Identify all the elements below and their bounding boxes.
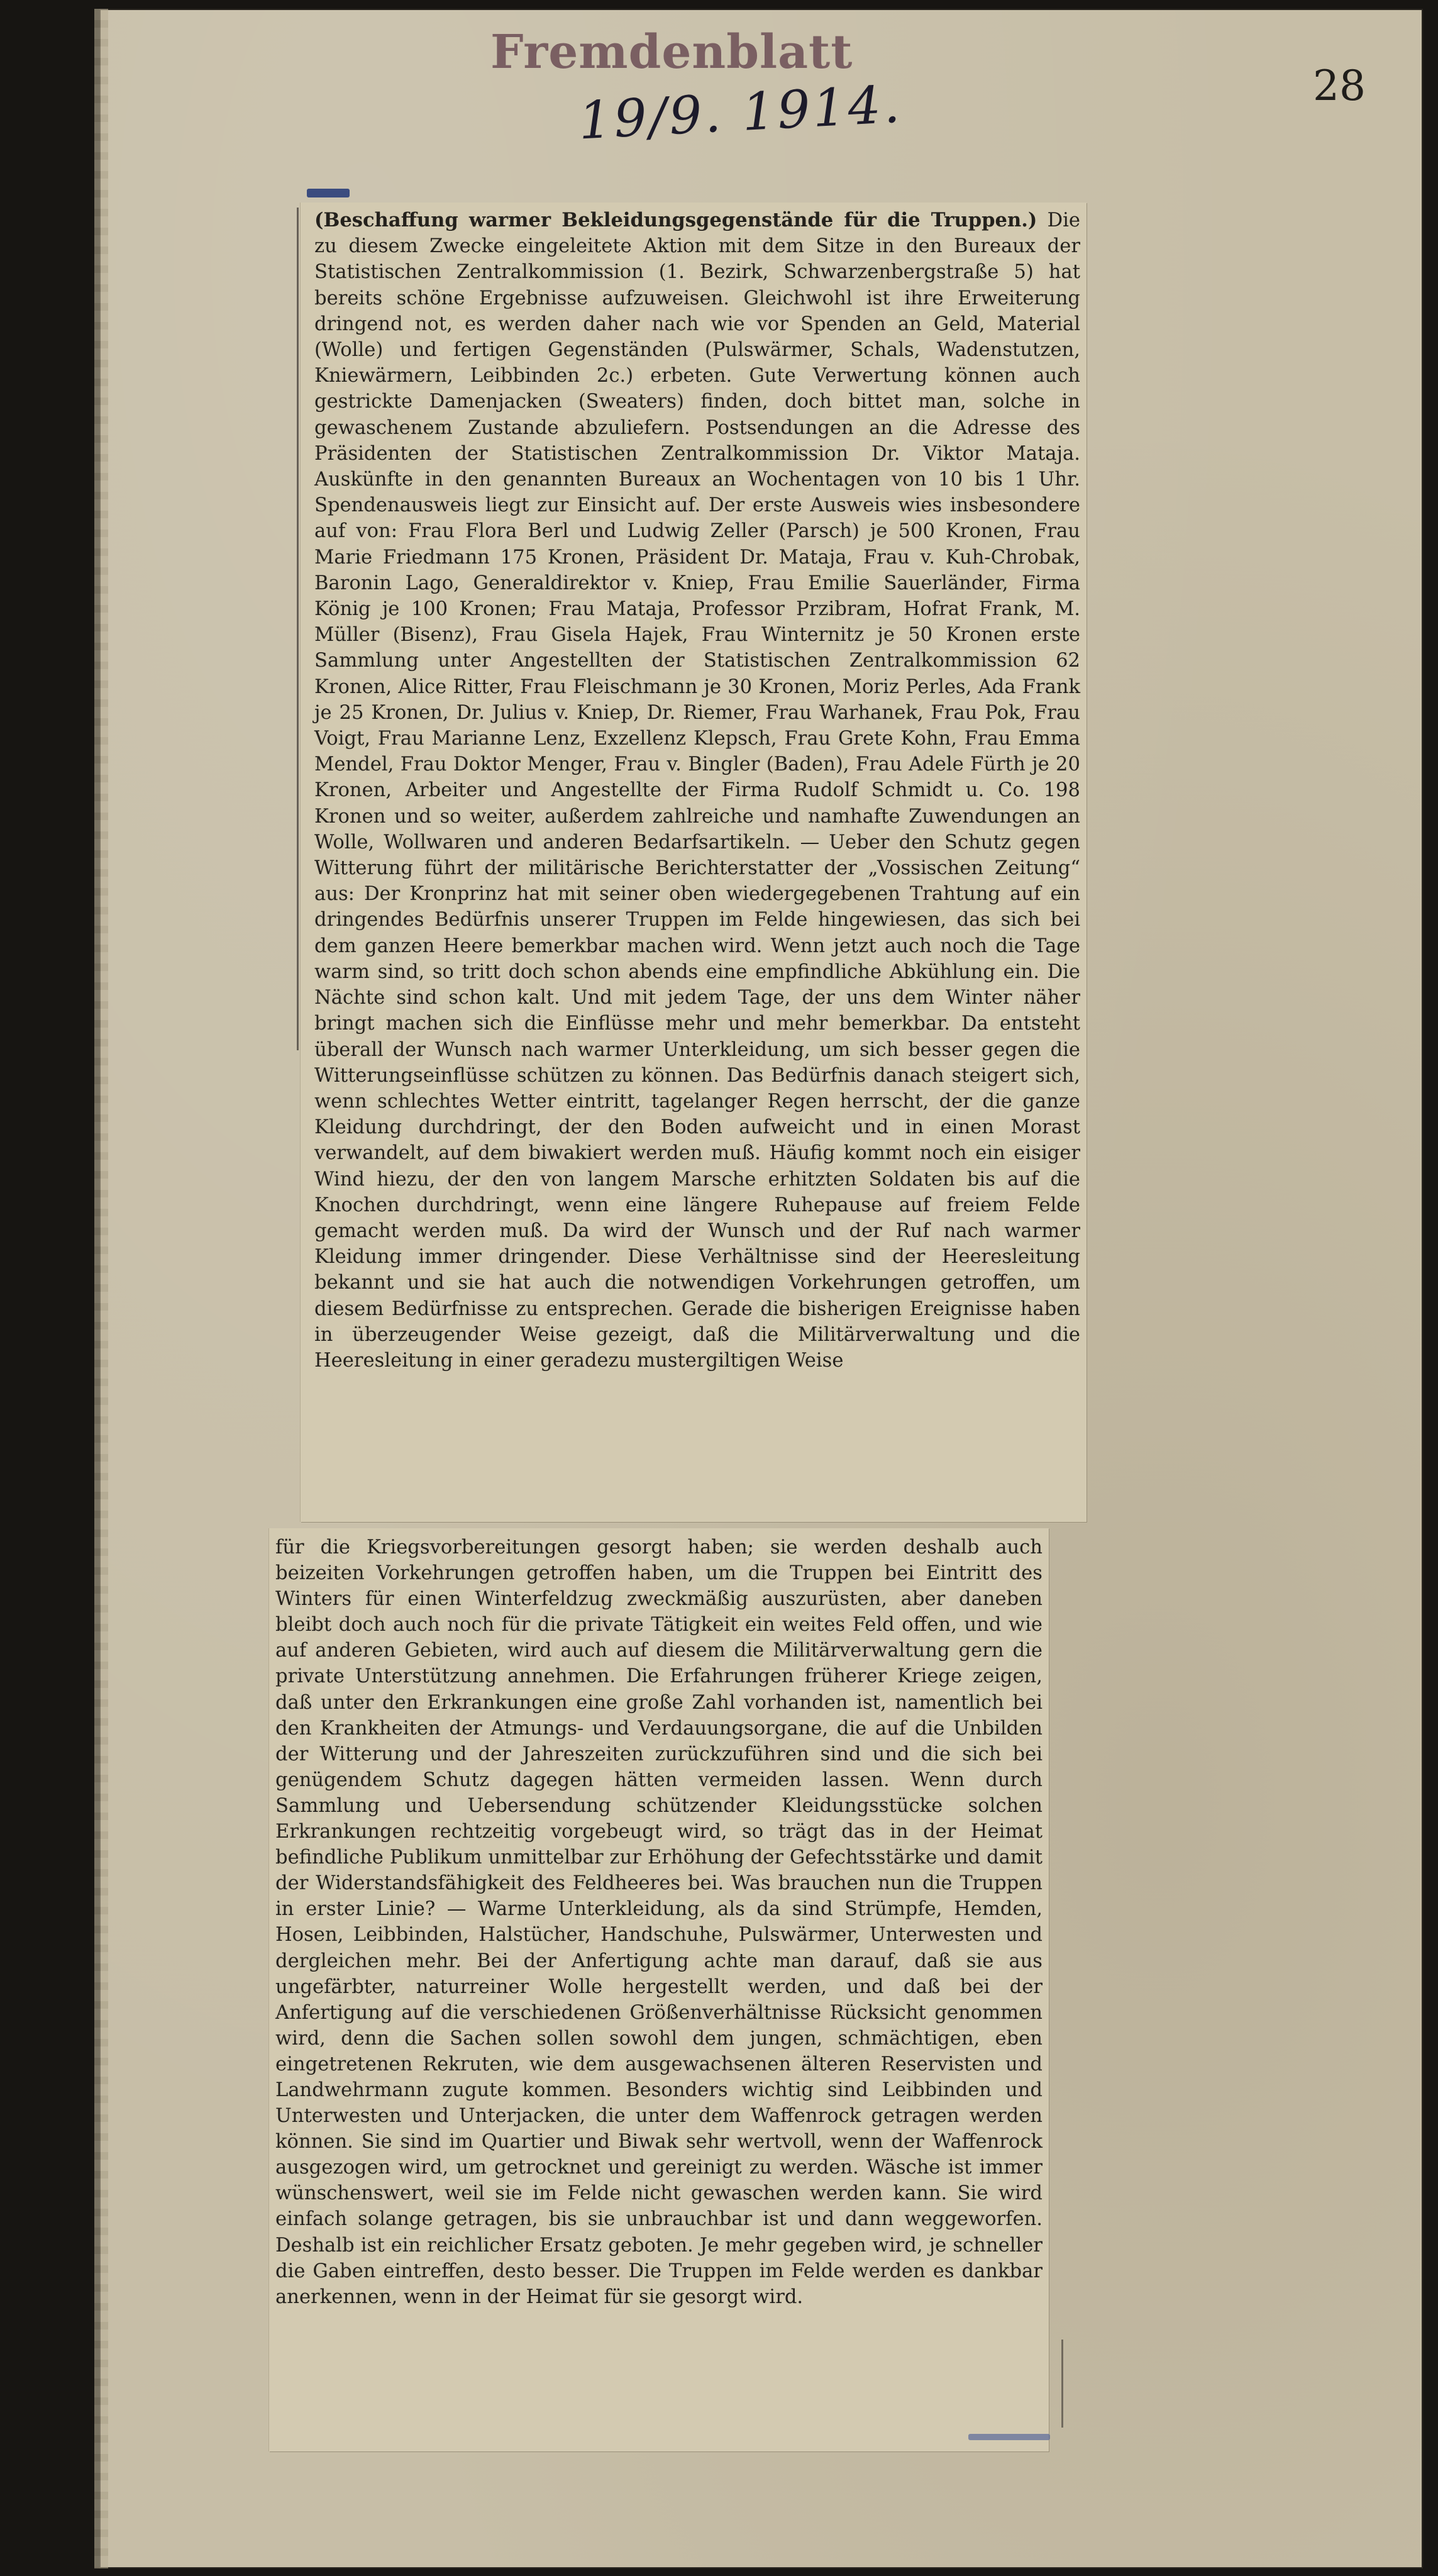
article-text-part-2: für die Kriegsvorbereitungen gesorgt haben; sie werden deshalb auch beizeiten Vorkehrungen getroffen haben, um die Truppen bei Eintritt des Winters für einen Winterfeldzug zweckmäßig auszurüsten, aber daneben bleibt doch auch noch für die private Tätigkeit ein weites Feld offen, und wie auf anderen Gebieten, wird auch auf diesem die Militärverwaltung gern die private Unterstützung annehmen. Die Erfahrungen früherer Kriege zeigen, daß unter den Erkrankungen eine große Zahl vorhanden ist, namentlich bei den Krankheiten der Atmungs- und Verdauungsorgane, die auf die Unbilden der Witterung und der Jahreszeiten zurückzuführen sind und die sich bei genügendem Schutz dagegen hätten vermeiden lassen. Wenn durch Sammlung und Uebersendung schützender Kleidungsstücke solchen Erkrankungen rechtzeitig vorgebeugt wird, so trägt das in der Heimat befindliche Publikum unmittelbar zur Erhöhung der Gefechtsstärke und damit der Widerstandsfähigkeit des Feldheeres bei. Was brauchen nun die Truppen in erster Linie? — Warme Unterkleidung, als da sind Strümpfe, Hemden, Hosen, Leibbinden, Halstücher, Handschuhe, Pulswärmer, Unterwesten und dergleichen mehr. Bei der Anfertigung achte man darauf, daß sie aus ungefärbter, naturreiner Wolle hergestellt werden, und daß bei der Anfertigung auf die verschiedenen Größenverhältnisse Rücksicht genommen wird, denn die Sachen sollen sowohl dem jungen, schmächtigen, eben eingetretenen Rekruten, wie dem ausgewachsenen älteren Reservisten und Landwehrmann zugute kommen. Besonders wichtig sind Leibbinden und Unterwesten und Unterjacken, die unter dem Waffenrock getragen werden können. Sie sind im Quartier und Biwak sehr wertvoll, wenn der Waffenrock ausgezogen wird, um getrocknet und gereinigt zu werden. Wäsche ist immer wünschenswert, weil sie im Felde nicht gewaschen werden kann. Sie wird einfach solange getragen, bis sie unbrauchbar ist und dann weggeworfen. Deshalb ist ein reichlicher Ersatz geboten. Je mehr gegeben wird, je schneller die Gaben eintreffen, desto besser. Die Truppen im Felde werden es dankbar anerkennen, wenn in der Heimat für sie gesorgt wird. [275, 1536, 1043, 2308]
margin-pencil-line [297, 208, 299, 1050]
clipping-bottom [269, 1528, 1049, 2451]
newspaper-source-stamp: Fremdenblatt [490, 25, 853, 79]
blue-pencil-mark [307, 189, 350, 197]
margin-pencil-line-right [1061, 2340, 1063, 2428]
blue-pencil-mark-bottom [968, 2434, 1050, 2440]
handwritten-date: 19/9. 1914. [577, 74, 904, 152]
article-paragraph-1 [314, 208, 1080, 1374]
clipping-top [301, 203, 1087, 1522]
article-heading: (Beschaffung warmer Bekleidungsgegenstände für die Truppen.) [314, 209, 1037, 231]
torn-edge [94, 9, 108, 2568]
page-number: 28 [1313, 62, 1366, 110]
article-text-part-1: Die zu diesem Zwecke eingeleitete Aktion mit dem Sitze in den Bureaux der Statistischen Zentralkommission (1. Bezirk, Schwarzenbergstraße 5) hat bereits schöne Ergebnisse aufzuweisen. Gleichwohl ist ihre Erweiterung dringend not, es werden daher nach wie vor Spenden an Geld, Material (Wolle) und fertigen Gegenständen (Pulswärmer, Schals, Wadenstutzen, Kniewärmern, Leibbinden 2c.) erbeten. Gute Verwertung können auch gestrickte Damenjacken (Sweaters) finden, doch bittet man, solche in gewaschenem Zustande abzuliefern. Postsendungen an die Adresse des Präsidenten der Statistischen Zentralkommission Dr. Viktor Mataja. Auskünfte in den genannten Bureaux an Wochentagen von 10 bis 1 Uhr. Spendenausweis liegt zur Einsicht auf. Der erste Ausweis wies insbesondere auf von: Frau Flora Berl und Ludwig Zeller (Parsch) je 500 Kronen, Frau Marie Friedmann 175 Kronen, Präsident Dr. Mataja, Frau v. Kuh-Chrobak, Baronin Lago, Generaldirektor v. Kniep, Frau Emilie Sauerländer, Firma König je 100 Kronen; Frau Mataja, Professor Przibram, Hofrat Frank, M. Müller (Bisenz), Frau Gisela Hajek, Frau Winternitz je 50 Kronen erste Sammlung unter Angestellten der Statistischen Zentralkommission 62 Kronen, Alice Ritter, Frau Fleischmann je 30 Kronen, Moriz Perles, Ada Frank je 25 Kronen, Dr. Julius v. Kniep, Dr. Riemer, Frau Warhanek, Frau Pok, Frau Voigt, Frau Marianne Lenz, Exzellenz Klepsch, Frau Grete Kohn, Frau Emma Mendel, Frau Doktor Menger, Frau v. Bingler (Baden), Frau Adele Fürth je 20 Kronen, Arbeiter und Angestellte der Firma Rudolf Schmidt u. Co. 198 Kronen und so weiter, außerdem zahlreiche und namhafte Zuwendungen an Wolle, Wollwaren und anderen Bedarfsartikeln. — Ueber den Schutz gegen Witterung führt der militärische Berichterstatter der „Vossischen Zeitung“ aus: Der Kronprinz hat mit seiner oben wiedergegebenen Trahtung auf ein dringendes Bedürfnis unserer Truppen im Felde hingewiesen, das sich bei dem ganzen Heere bemerkbar machen wird. Wenn jetzt auch noch die Tage warm sind, so tritt doch schon abends eine empfindliche Abkühlung ein. Die Nächte sind schon kalt. Und mit jedem Tage, der uns dem Winter näher bringt machen sich die Einflüsse mehr und mehr bemerkbar. Da entsteht überall der Wunsch nach warmer Unterkleidung, um sich besser gegen die Witterungseinflüsse schützen zu können. Das Bedürfnis danach steigert sich, wenn schlechtes Wetter eintritt, tagelanger Regen herrscht, der die ganze Kleidung durchdringt, der den Boden aufweicht und in einen Morast verwandelt, auf dem biwakiert werden muß. Häufig kommt noch ein eisiger Wind hiezu, der den von langem Marsche erhitzten Soldaten bis auf die Knochen durchdringt, wenn eine längere Ruhepause auf freiem Felde gemacht werden muß. Da wird der Wunsch und der Ruf nach warmer Kleidung immer dringender. Diese Verhältnisse sind der Heeresleitung bekannt und sie hat auch die notwendigen Vorkehrungen getroffen, um diesem Bedürfnisse zu entsprechen. Gerade die bisherigen Ereignisse haben in überzeugender Weise gezeigt, daß die Militärverwaltung und die Heeresleitung in einer geradezu mustergiltigen Weise [314, 209, 1081, 1372]
